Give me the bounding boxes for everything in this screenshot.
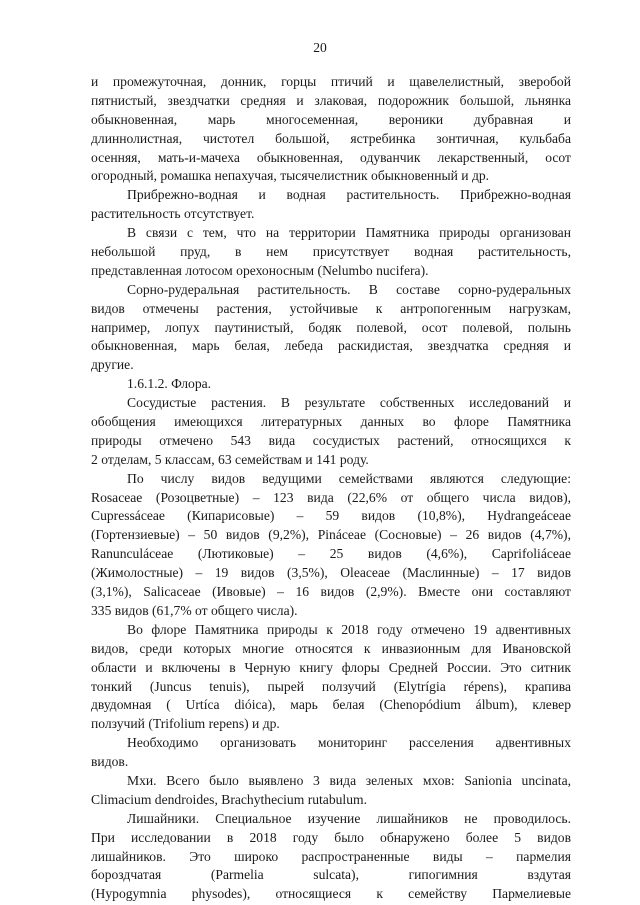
- text-line: (Hypogymnia physodes), относящиеся к семейству Пармелиевые: [91, 886, 571, 902]
- text-line: видов отмечены растения, устойчивые к антропогенным нагрузкам,: [91, 300, 571, 316]
- text-line: Прибрежно-водная и водная растительность. Прибрежно-водная: [127, 187, 571, 203]
- text-line: другие.: [91, 357, 134, 373]
- text-line: пятнистый, звездчатки средняя и злаковая, подорожник большой, льнянка: [91, 92, 571, 108]
- text-line: В связи с тем, что на территории Памятника природы организован: [127, 225, 571, 241]
- text-line: 335 видов (61,7% от общего числа).: [91, 602, 298, 618]
- text-line: Необходимо организовать мониторинг расселения адвентивных: [127, 735, 571, 751]
- document-body: [91, 73, 571, 904]
- text-line: и промежуточная, донник, горцы птичий и щавелелистный, зверобой: [91, 74, 571, 89]
- text-line: ползучий (Trifolium repens) и др.: [91, 716, 280, 732]
- text-line: 2 отделам, 5 классам, 63 семействам и 141 роду.: [91, 451, 369, 467]
- text-line: Сорно-рудеральная растительность. В составе сорно-рудеральных: [127, 281, 571, 297]
- text-line: Мхи. Всего было выявлено 3 вида зеленых мхов: Sanionia uncinata,: [127, 772, 571, 788]
- text-line: (3,1%), Salicaceae (Ивовые) – 16 видов (2,9%). Вместе они составляют: [91, 584, 571, 600]
- text-line: (Гортензиевые) – 50 видов (9,2%), Pináceae (Сосновые) – 26 видов (4,7%),: [91, 527, 571, 543]
- text-line: двудомная ( Urtíca dióica), марь белая (Chenopódium álbum), клевер: [91, 697, 571, 713]
- text-line: небольшой пруд, в нем присутствует водная растительность,: [91, 244, 571, 260]
- text-line: обобщения имеющихся литературных данных во флоре Памятника: [91, 414, 571, 430]
- text-line: 1.6.1.2. Флора.: [127, 376, 212, 392]
- text-line: бороздчатая (Parmelia sulcata), гипогимния вздутая: [91, 867, 571, 883]
- text-line: Climacium dendroides, Brachythecium rutabulum.: [91, 791, 367, 807]
- text-line: растительность отсутствует.: [91, 206, 255, 222]
- text-line: тонкий (Juncus tenuis), пырей ползучий (Elytrígia répens), крапива: [91, 678, 571, 694]
- text-line: Rosaceae (Розоцветные) – 123 вида (22,6% от общего числа видов),: [91, 489, 571, 505]
- page-number: 20: [313, 40, 327, 55]
- text-line: представленная лотосом орехоносным (Nelumbo nucifera).: [91, 262, 429, 278]
- text-line: длиннолистная, чистотел большой, ястребинка зонтичная, кульбаба: [91, 130, 571, 146]
- text-line: области и включены в Черную книгу флоры Средней России. Это ситник: [91, 659, 571, 675]
- text-line: осенняя, мать-и-мачеха обыкновенная, одуванчик лекарственный, осот: [91, 149, 571, 165]
- text-line: например, лопух паутинистый, бодяк полевой, осот полевой, полынь: [91, 319, 571, 335]
- text-line: По числу видов ведущими семействами являются следующие:: [127, 470, 571, 486]
- text-line: огородный, ромашка непахучая, тысячелистник обыкновенный и др.: [91, 168, 490, 184]
- text-line: обыкновенная, марь белая, лебеда раскидистая, звездчатка средняя и: [91, 338, 571, 354]
- text-line: видов, среди которых многие относятся к инвазионным для Ивановской: [91, 640, 571, 656]
- text-line: видов.: [91, 754, 129, 770]
- text-line: Во флоре Памятника природы к 2018 году отмечено 19 адвентивных: [127, 621, 571, 637]
- text-line: лишайников. Это широко распространенные виды – пармелия: [91, 848, 571, 864]
- text-line: При исследовании в 2018 году было обнаружено более 5 видов: [91, 829, 571, 845]
- text-line: Ranunculáceae (Лютиковые) – 25 видов (4,6%), Caprifoliáceae: [91, 546, 571, 562]
- text-line: Cupressáceae (Кипарисовые) – 59 видов (10,8%), Hydrangeáceae: [91, 508, 571, 524]
- text-line: (Жимолостные) – 19 видов (3,5%), Oleaceae (Маслинные) – 17 видов: [91, 565, 571, 581]
- text-line: Лишайники. Специальное изучение лишайников не проводилось.: [127, 810, 571, 826]
- text-line: природы отмечено 543 вида сосудистых растений, относящихся к: [91, 432, 571, 448]
- text-line: Сосудистые растения. В результате собственных исследований и: [127, 395, 571, 411]
- text-line: обыкновенная, марь многосеменная, вероники дубравная и: [91, 111, 571, 127]
